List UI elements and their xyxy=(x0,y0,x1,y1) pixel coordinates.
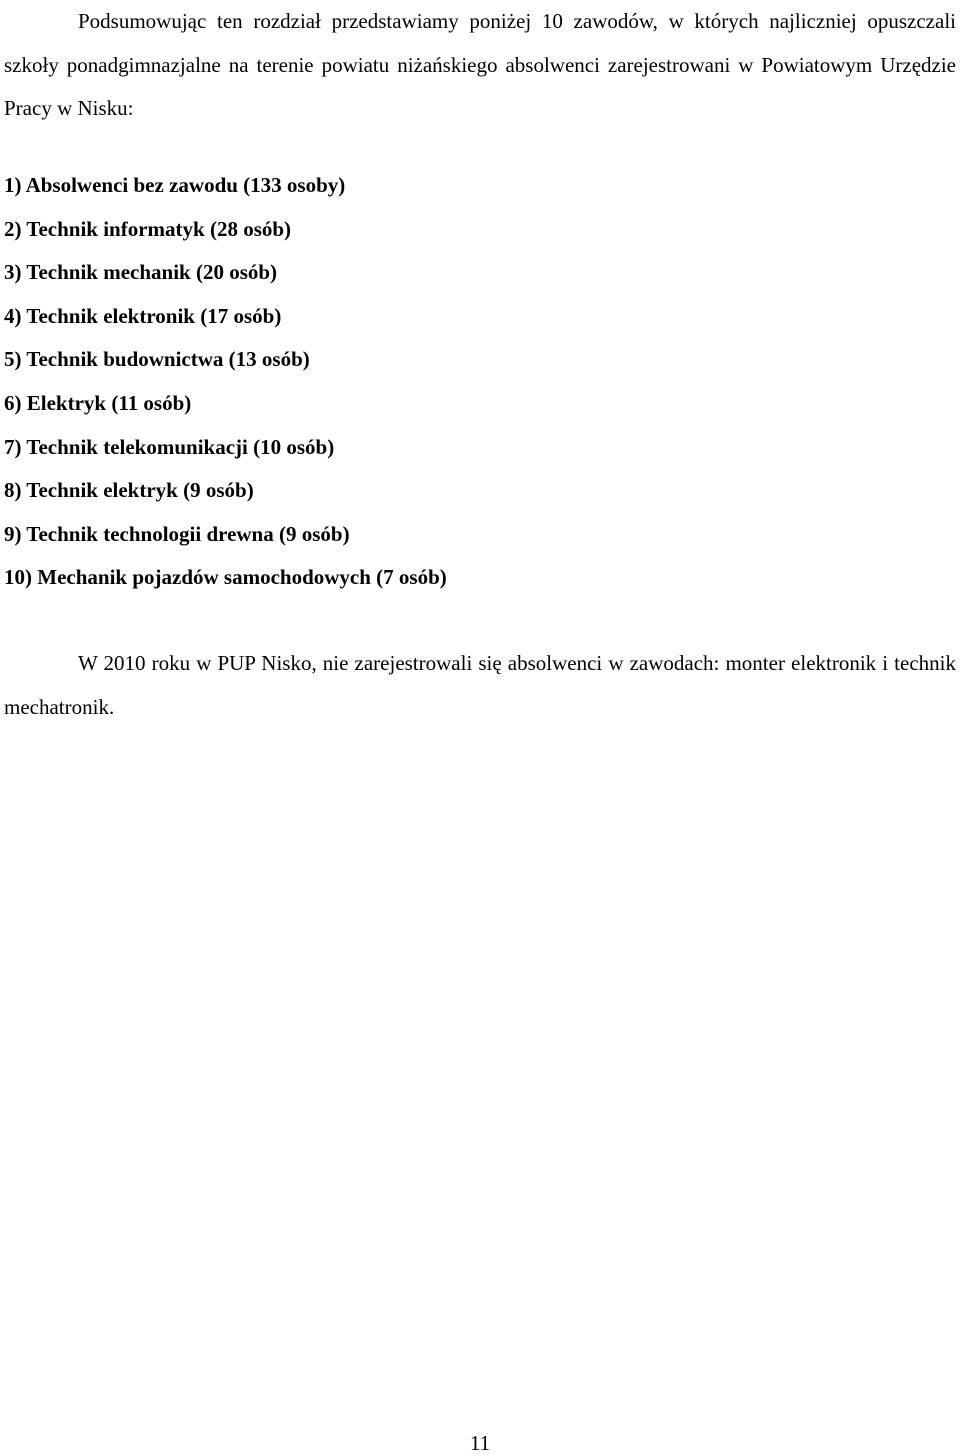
list-item: 5) Technik budownictwa (13 osób) xyxy=(4,347,310,372)
closing-paragraph: W 2010 roku w PUP Nisko, nie zarejestrowali się absolwenci w zawodach: monter elektronik i technik mechatronik. xyxy=(4,651,956,719)
intro-paragraph: Podsumowując ten rozdział przedstawiamy poniżej 10 zawodów, w których najliczniej opuszczali szkoły ponadgimnazjalne na terenie powiatu niżańskiego absolwenci zarejestrowani w Powiatowym Urzędzie Pracy w Nisku: xyxy=(4,9,956,120)
list-item: 8) Technik elektryk (9 osób) xyxy=(4,478,254,503)
page-number: 11 xyxy=(469,1431,491,1455)
list-item: 6) Elektryk (11 osób) xyxy=(4,390,192,415)
list-item: 1) Absolwenci bez zawodu (133 osoby) xyxy=(4,173,346,197)
list-item: 7) Technik telekomunikacji (10 osób) xyxy=(4,434,335,459)
list-item: 9) Technik technologii drewna (9 osób) xyxy=(4,521,350,546)
list-item: 10) Mechanik pojazdów samochodowych (7 osób) xyxy=(4,565,447,590)
list-item: 3) Technik mechanik (20 osób) xyxy=(4,260,278,285)
list-item: 2) Technik informatyk (28 osób) xyxy=(4,216,292,241)
list-item: 4) Technik elektronik (17 osób) xyxy=(4,303,282,328)
profession-list xyxy=(4,164,904,600)
